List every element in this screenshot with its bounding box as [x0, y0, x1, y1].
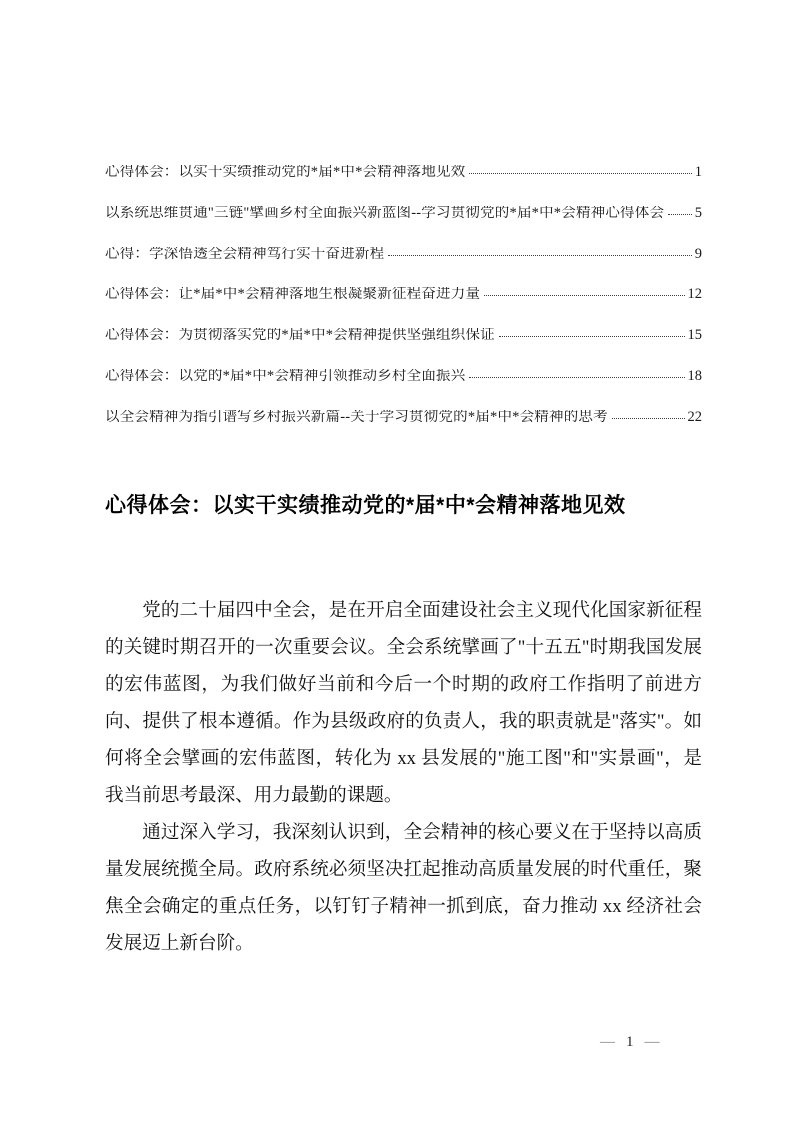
paragraph: 通过深入学习，我深刻认识到，全会精神的核心要义在于坚持以高质量发展统揽全局。政府系统必须坚决扛起推动高质量发展的时代重任，聚焦全会确定的重点任务，以钉钉子精神一抓到底，奋力推动 xx 经济社会发展迈上新台阶。 [105, 822, 702, 954]
footer-page-number: 1 [626, 1034, 634, 1050]
page-footer [600, 1033, 660, 1051]
toc-dot-leader [612, 418, 685, 419]
toc-entry-title: 心得：学深悟透全会精神笃行实干奋进新程 [105, 246, 385, 262]
toc-entry-title: 以全会精神为指引谱写乡村振兴新篇--关于学习贯彻党的*届*中*会精神的思考 [105, 409, 608, 425]
toc-dot-leader [469, 377, 684, 378]
toc-dot-leader [388, 255, 691, 256]
paragraph: 党的二十届四中全会，是在开启全面建设社会主义现代化国家新征程的关键时期召开的一次重要会议。全会系统擘画了"十五五"时期我国发展的宏伟蓝图，为我们做好当前和今后一个时期的政府工作指明了前进方向、提供了根本遵循。作为县级政府的负责人，我的职责就是"落实"。如何将全会擘画的宏伟蓝图，转化为 xx 县发展的"施工图"和"实景画"，是我当前思考最深、用力最勤的课题。 [105, 600, 702, 806]
article-title: 心得体会：以实干实绩推动党的*届*中*会精神落地见效 [105, 494, 626, 517]
toc-page-number: 18 [687, 367, 702, 384]
toc-entry-title: 心得体会：让*届*中*会精神落地生根凝聚新征程奋进力量 [105, 287, 481, 302]
toc-entry-title: 心得体会：以实干实绩推动党的*届*中*会精神落地见效 [105, 165, 466, 180]
article-body [105, 592, 702, 962]
toc-dot-leader [499, 336, 685, 337]
toc-dot-leader [484, 295, 684, 296]
toc-entry[interactable] [105, 410, 702, 425]
toc-entry-title: 心得体会：为贯彻落实党的*届*中*会精神提供坚强组织保证 [105, 328, 495, 343]
toc-entry-title: 心得体会：以党的*届*中*会精神引领推动乡村全面振兴 [105, 368, 466, 384]
toc-page-number: 1 [694, 164, 702, 180]
toc-page-number: 22 [687, 408, 702, 425]
toc-entry[interactable] [105, 206, 702, 221]
toc-page-number: 15 [687, 327, 702, 344]
table-of-contents [105, 165, 702, 451]
toc-page-number: 5 [694, 204, 702, 221]
toc-dot-leader [668, 214, 692, 215]
toc-entry[interactable] [105, 287, 702, 302]
toc-dot-leader [469, 173, 691, 174]
footer-dash-right: — [644, 1034, 660, 1050]
toc-entry[interactable] [105, 328, 702, 343]
toc-entry[interactable] [105, 369, 702, 384]
toc-entry[interactable] [105, 247, 702, 262]
toc-page-number: 9 [694, 245, 702, 262]
toc-entry[interactable] [105, 165, 702, 180]
toc-entry-title: 以系统思维贯通"三链"擘画乡村全面振兴新蓝图--学习贯彻党的*届*中*会精神心得体会 [105, 205, 665, 221]
toc-page-number: 12 [687, 286, 702, 303]
footer-dash-left: — [600, 1034, 615, 1050]
